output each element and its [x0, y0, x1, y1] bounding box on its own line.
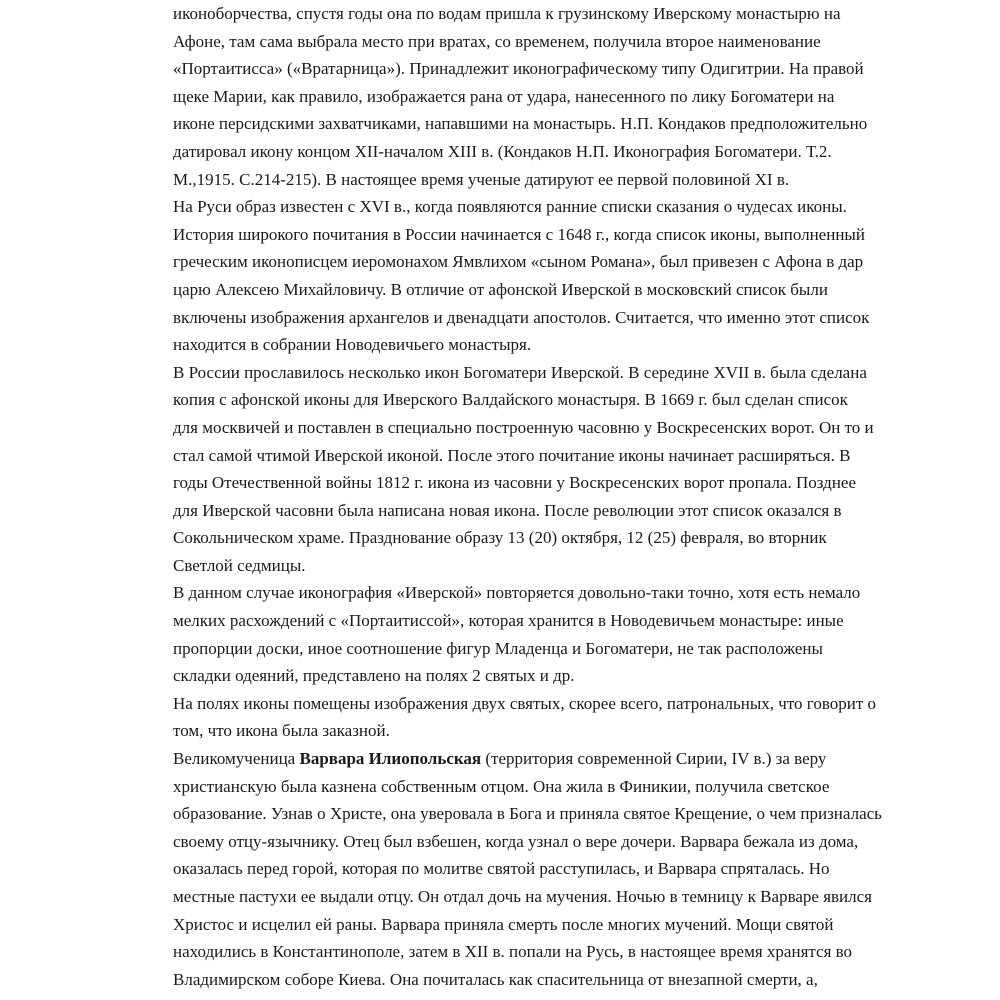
- text-line: Владимирском соборе Киева. Она почиталась как спасительница от внезапной смерти, а,: [173, 969, 818, 989]
- text-line: иконоборчества, спустя годы она по водам пришла к грузинскому Иверскому монастырю на: [173, 4, 841, 23]
- text-line: щеке Марии, как правило, изображается рана от удара, нанесенного по лику Богоматери на: [173, 86, 835, 106]
- text-line: оказалась перед горой, которая по молитве святой расступилась, и Варвара спряталась. Но: [173, 859, 830, 879]
- text-line: Афоне, там сама выбрала место при вратах, со временем, получила второе наименование: [173, 31, 821, 51]
- text-line: мелких расхождений с «Портаитиссой», которая хранится в Новодевичьем монастыре: иные: [173, 611, 844, 631]
- text-line: своему отцу-язычнику. Отец был взбешен, когда узнал о вере дочери. Варвара бежала из дома,: [173, 831, 859, 851]
- text-varvara-name-bold: Варвара Илиопольская: [299, 749, 482, 769]
- text-line: копия с афонской иконы для Иверского Валдайского монастыря. В 1669 г. был сделан список: [173, 390, 848, 410]
- text-line: местные пастухи ее выдали отцу. Он отдал дочь на мучения. Ночью в темницу к Варваре явился: [173, 887, 873, 906]
- text-line: христианскую была казнена собственным отцом. Она жила в Финикии, получила светское: [173, 776, 830, 796]
- text-line: Светлой седмицы.: [173, 555, 306, 575]
- text-line: «Портаитисса» («Вратарница»). Принадлежит иконографическому типу Одигитрии. На правой: [173, 59, 864, 79]
- text-line: образование. Узнав о Христе, она уверовала в Бога и приняла святое Крещение, о чем призналась: [173, 804, 882, 824]
- text-line: пропорции доски, иное соотношение фигур Младенца и Богоматери, не так расположены: [173, 638, 823, 658]
- text-line: находится в собрании Новодевичьего монастыря.: [173, 335, 532, 355]
- text-line: История широкого почитания в России начинается с 1648 г., когда список иконы, выполненный: [173, 224, 865, 244]
- text-line: включены изображения архангелов и двенадцати апостолов. Считается, что именно этот список: [173, 307, 870, 327]
- text-line: иконе персидскими захватчиками, напавшими на монастырь. Н.П. Кондаков предположительно: [173, 114, 868, 134]
- text-line: М.,1915. С.214-215). В настоящее время ученые датируют ее первой половиной XI в.: [173, 169, 790, 189]
- text-line: В данном случае иконография «Иверской» повторяется довольно-таки точно, хотя есть немало: [173, 583, 861, 603]
- text-line: годы Отечественной войны 1812 г. икона из часовни у Воскресенских ворот пропала. Позднее: [173, 473, 857, 493]
- text-line: Христос и исцелил ей раны. Варвара приняла смерть после многих мучений. Мощи святой: [173, 914, 834, 934]
- text-block-iverskaya: [173, 0, 877, 745]
- text-line: греческим иконописцем иеромонахом Ямвлихом «сыном Романа», был привезен с Афона в дар: [173, 252, 864, 272]
- text-line: находились в Константинополе, затем в XII в. попали на Русь, в настоящее время хранятся во: [173, 942, 853, 962]
- text-varvara-prefix: Великомученица: [173, 749, 300, 769]
- text-line: для Иверской часовни была написана новая икона. После революции этот список оказался в: [173, 500, 842, 520]
- text-varvara-suffix: (территория современной Сирии, IV в.) за веру: [481, 749, 827, 769]
- text-line-varvara: [173, 745, 873, 773]
- text-line: царю Алексею Михайловичу. В отличие от афонской Иверской в московский список были: [173, 279, 828, 299]
- document-page: [173, 0, 882, 993]
- text-block-varvara: [173, 773, 882, 994]
- text-line: На Руси образ известен с XVI в., когда появляются ранние списки сказания о чудесах иконы.: [173, 197, 847, 217]
- text-line: стал самой чтимой Иверской иконой. После этого почитание иконы начинает расширяться. В: [173, 445, 851, 465]
- text-line: В России прославилось несколько икон Богоматери Иверской. В середине XVII в. была сделана: [173, 362, 867, 382]
- text-line: складки одеяний, представлено на полях 2 святых и др.: [173, 666, 575, 686]
- text-line: датировал икону концом XII-началом XIII в. (Кондаков Н.П. Иконография Богоматери. Т.2.: [173, 141, 832, 161]
- text-line: для москвичей и поставлен в специально построенную часовню у Воскресенских ворот. Он то и: [173, 417, 874, 437]
- text-line: Сокольническом храме. Празднование образу 13 (20) октября, 12 (25) февраля, во вторник: [173, 528, 827, 548]
- text-line: том, что икона была заказной.: [173, 721, 390, 741]
- text-line: На полях иконы помещены изображения двух святых, скорее всего, патрональных, что говорит о: [173, 693, 877, 713]
